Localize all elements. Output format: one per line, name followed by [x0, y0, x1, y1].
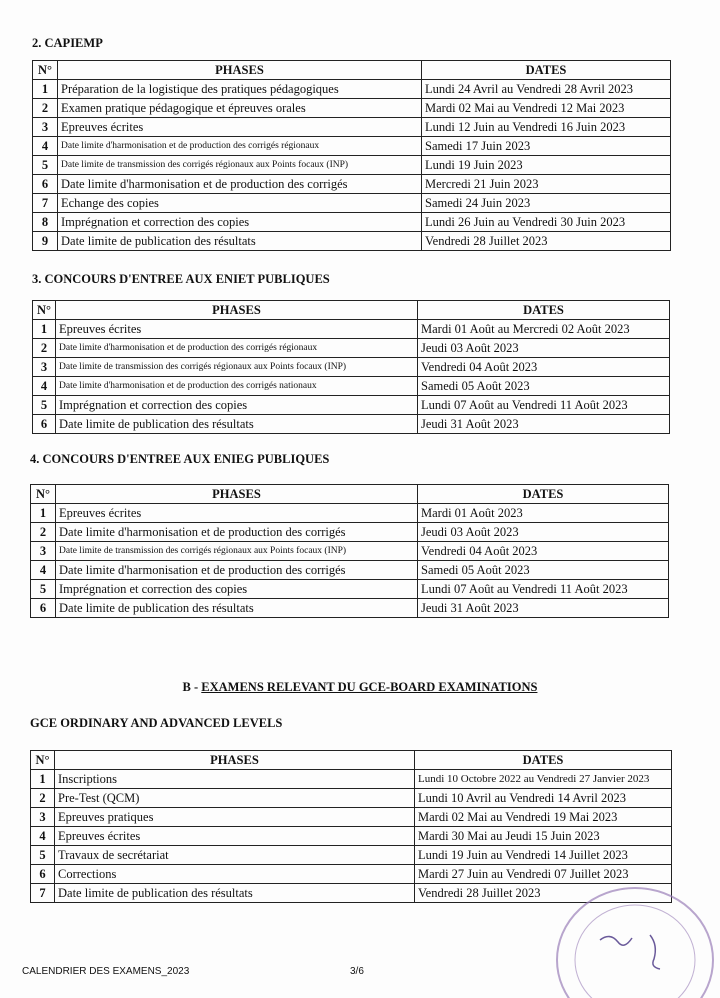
table-row — [33, 358, 670, 377]
date-cell: Mardi 02 Mai au Vendredi 19 Mai 2023 — [415, 808, 672, 827]
row-number: 6 — [31, 865, 55, 884]
row-number: 2 — [33, 99, 58, 118]
date-cell: Vendredi 04 Août 2023 — [418, 358, 670, 377]
date-cell: Lundi 19 Juin 2023 — [422, 156, 671, 175]
table-row — [33, 137, 671, 156]
table-row — [31, 846, 672, 865]
date-cell: Lundi 12 Juin au Vendredi 16 Juin 2023 — [422, 118, 671, 137]
row-number: 3 — [31, 542, 56, 561]
phase-cell: Travaux de secrétariat — [55, 846, 415, 865]
table-row — [31, 770, 672, 789]
phase-cell: Date limite d'harmonisation et de production des corrigés régionaux — [56, 339, 418, 358]
section-title-gce: GCE ORDINARY AND ADVANCED LEVELS — [30, 716, 283, 730]
table-row — [33, 339, 670, 358]
date-cell: Lundi 19 Juin au Vendredi 14 Juillet 2023 — [415, 846, 672, 865]
table-row — [31, 504, 669, 523]
row-number: 5 — [31, 846, 55, 865]
date-cell: Mercredi 21 Juin 2023 — [422, 175, 671, 194]
phase-cell: Date limite d'harmonisation et de production des corrigés — [56, 561, 418, 580]
phase-cell: Epreuves écrites — [56, 320, 418, 339]
phase-cell: Echange des copies — [58, 194, 422, 213]
date-cell: Lundi 10 Octobre 2022 au Vendredi 27 Janvier 2023 — [415, 770, 672, 789]
phase-cell: Date limite de transmission des corrigés régionaux aux Points focaux (INP) — [56, 358, 418, 377]
phase-cell: Inscriptions — [55, 770, 415, 789]
row-number: 5 — [33, 396, 56, 415]
phase-cell: Date limite d'harmonisation et de production des corrigés nationaux — [56, 377, 418, 396]
table-row — [33, 213, 671, 232]
date-cell: Vendredi 28 Juillet 2023 — [415, 884, 672, 903]
row-number: 6 — [33, 415, 56, 434]
col-header-phases: PHASES — [58, 61, 422, 80]
row-number: 6 — [33, 175, 58, 194]
row-number: 1 — [31, 504, 56, 523]
date-cell: Mardi 02 Mai au Vendredi 12 Mai 2023 — [422, 99, 671, 118]
table-row — [31, 580, 669, 599]
row-number: 5 — [33, 156, 58, 175]
col-header-dates: DATES — [418, 301, 670, 320]
phase-cell: Date limite de publication des résultats — [56, 415, 418, 434]
table-row — [33, 175, 671, 194]
row-number: 2 — [31, 523, 56, 542]
date-cell: Lundi 07 Août au Vendredi 11 Août 2023 — [418, 396, 670, 415]
col-header-dates: DATES — [422, 61, 671, 80]
col-header-num: N° — [31, 485, 56, 504]
phase-cell: Imprégnation et correction des copies — [58, 213, 422, 232]
phase-cell: Date limite de transmission des corrigés régionaux aux Points focaux (INP) — [58, 156, 422, 175]
section-title-capiemp: 2. CAPIEMP — [32, 36, 103, 50]
table-row — [33, 156, 671, 175]
row-number: 9 — [33, 232, 58, 251]
row-number: 1 — [33, 320, 56, 339]
phase-cell: Date limite de publication des résultats — [55, 884, 415, 903]
phase-cell: Date limite d'harmonisation et de production des corrigés régionaux — [58, 137, 422, 156]
date-cell: Samedi 24 Juin 2023 — [422, 194, 671, 213]
row-number: 7 — [33, 194, 58, 213]
row-number: 1 — [31, 770, 55, 789]
phase-cell: Epreuves écrites — [58, 118, 422, 137]
phase-cell: Pre-Test (QCM) — [55, 789, 415, 808]
row-number: 2 — [33, 339, 56, 358]
table-row — [31, 542, 669, 561]
part-b-prefix: B - — [182, 680, 202, 694]
row-number: 4 — [31, 561, 56, 580]
date-cell: Mardi 30 Mai au Jeudi 15 Juin 2023 — [415, 827, 672, 846]
table-row — [33, 80, 671, 99]
phase-cell: Date limite d'harmonisation et de production des corrigés — [58, 175, 422, 194]
row-number: 4 — [33, 377, 56, 396]
part-b-heading — [0, 680, 720, 695]
phase-cell: Imprégnation et correction des copies — [56, 580, 418, 599]
table-row — [33, 377, 670, 396]
row-number: 4 — [31, 827, 55, 846]
table-row — [31, 523, 669, 542]
row-number: 8 — [33, 213, 58, 232]
table-row — [31, 561, 669, 580]
table-row — [33, 118, 671, 137]
schedule-table-enieg — [30, 484, 669, 618]
date-cell: Lundi 26 Juin au Vendredi 30 Juin 2023 — [422, 213, 671, 232]
row-number: 3 — [33, 358, 56, 377]
col-header-phases: PHASES — [55, 751, 415, 770]
col-header-num: N° — [33, 61, 58, 80]
phase-cell: Préparation de la logistique des pratiques pédagogiques — [58, 80, 422, 99]
table-row — [31, 808, 672, 827]
schedule-table-capiemp — [32, 60, 671, 251]
footer-document-name: CALENDRIER DES EXAMENS_2023 — [22, 966, 190, 977]
date-cell: Lundi 07 Août au Vendredi 11 Août 2023 — [418, 580, 669, 599]
col-header-phases: PHASES — [56, 485, 418, 504]
date-cell: Lundi 24 Avril au Vendredi 28 Avril 2023 — [422, 80, 671, 99]
phase-cell: Examen pratique pédagogique et épreuves orales — [58, 99, 422, 118]
date-cell: Lundi 10 Avril au Vendredi 14 Avril 2023 — [415, 789, 672, 808]
col-header-phases: PHASES — [56, 301, 418, 320]
phase-cell: Imprégnation et correction des copies — [56, 396, 418, 415]
row-number: 6 — [31, 599, 56, 618]
table-row — [33, 194, 671, 213]
row-number: 5 — [31, 580, 56, 599]
table-row — [31, 599, 669, 618]
date-cell: Jeudi 31 Août 2023 — [418, 599, 669, 618]
date-cell: Mardi 01 Août 2023 — [418, 504, 669, 523]
table-row — [31, 789, 672, 808]
col-header-num: N° — [33, 301, 56, 320]
row-number: 1 — [33, 80, 58, 99]
table-row — [33, 415, 670, 434]
phase-cell: Date limite d'harmonisation et de production des corrigés — [56, 523, 418, 542]
phase-cell: Epreuves écrites — [56, 504, 418, 523]
row-number: 7 — [31, 884, 55, 903]
row-number: 3 — [33, 118, 58, 137]
phase-cell: Epreuves pratiques — [55, 808, 415, 827]
table-row — [31, 827, 672, 846]
date-cell: Mardi 01 Août au Mercredi 02 Août 2023 — [418, 320, 670, 339]
row-number: 3 — [31, 808, 55, 827]
phase-cell: Date limite de publication des résultats — [56, 599, 418, 618]
date-cell: Samedi 05 Août 2023 — [418, 561, 669, 580]
part-b-title: EXAMENS RELEVANT DU GCE-BOARD EXAMINATIONS — [201, 680, 538, 694]
table-row — [33, 396, 670, 415]
col-header-dates: DATES — [418, 485, 669, 504]
col-header-num: N° — [31, 751, 55, 770]
table-row — [33, 320, 670, 339]
date-cell: Jeudi 31 Août 2023 — [418, 415, 670, 434]
section-title-enieg: 4. CONCOURS D'ENTREE AUX ENIEG PUBLIQUES — [30, 452, 330, 466]
phase-cell: Date limite de publication des résultats — [58, 232, 422, 251]
table-row — [33, 232, 671, 251]
official-stamp-icon — [540, 880, 720, 998]
date-cell: Mardi 27 Juin au Vendredi 07 Juillet 2023 — [415, 865, 672, 884]
phase-cell: Epreuves écrites — [55, 827, 415, 846]
date-cell: Jeudi 03 Août 2023 — [418, 523, 669, 542]
phase-cell: Corrections — [55, 865, 415, 884]
row-number: 2 — [31, 789, 55, 808]
date-cell: Samedi 17 Juin 2023 — [422, 137, 671, 156]
date-cell: Samedi 05 Août 2023 — [418, 377, 670, 396]
date-cell: Vendredi 04 Août 2023 — [418, 542, 669, 561]
schedule-table-eniet — [32, 300, 670, 434]
date-cell: Vendredi 28 Juillet 2023 — [422, 232, 671, 251]
footer-page-number: 3/6 — [350, 966, 364, 977]
date-cell: Jeudi 03 Août 2023 — [418, 339, 670, 358]
phase-cell: Date limite de transmission des corrigés régionaux aux Points focaux (INP) — [56, 542, 418, 561]
table-row — [33, 99, 671, 118]
col-header-dates: DATES — [415, 751, 672, 770]
row-number: 4 — [33, 137, 58, 156]
section-title-eniet: 3. CONCOURS D'ENTREE AUX ENIET PUBLIQUES — [32, 272, 330, 286]
